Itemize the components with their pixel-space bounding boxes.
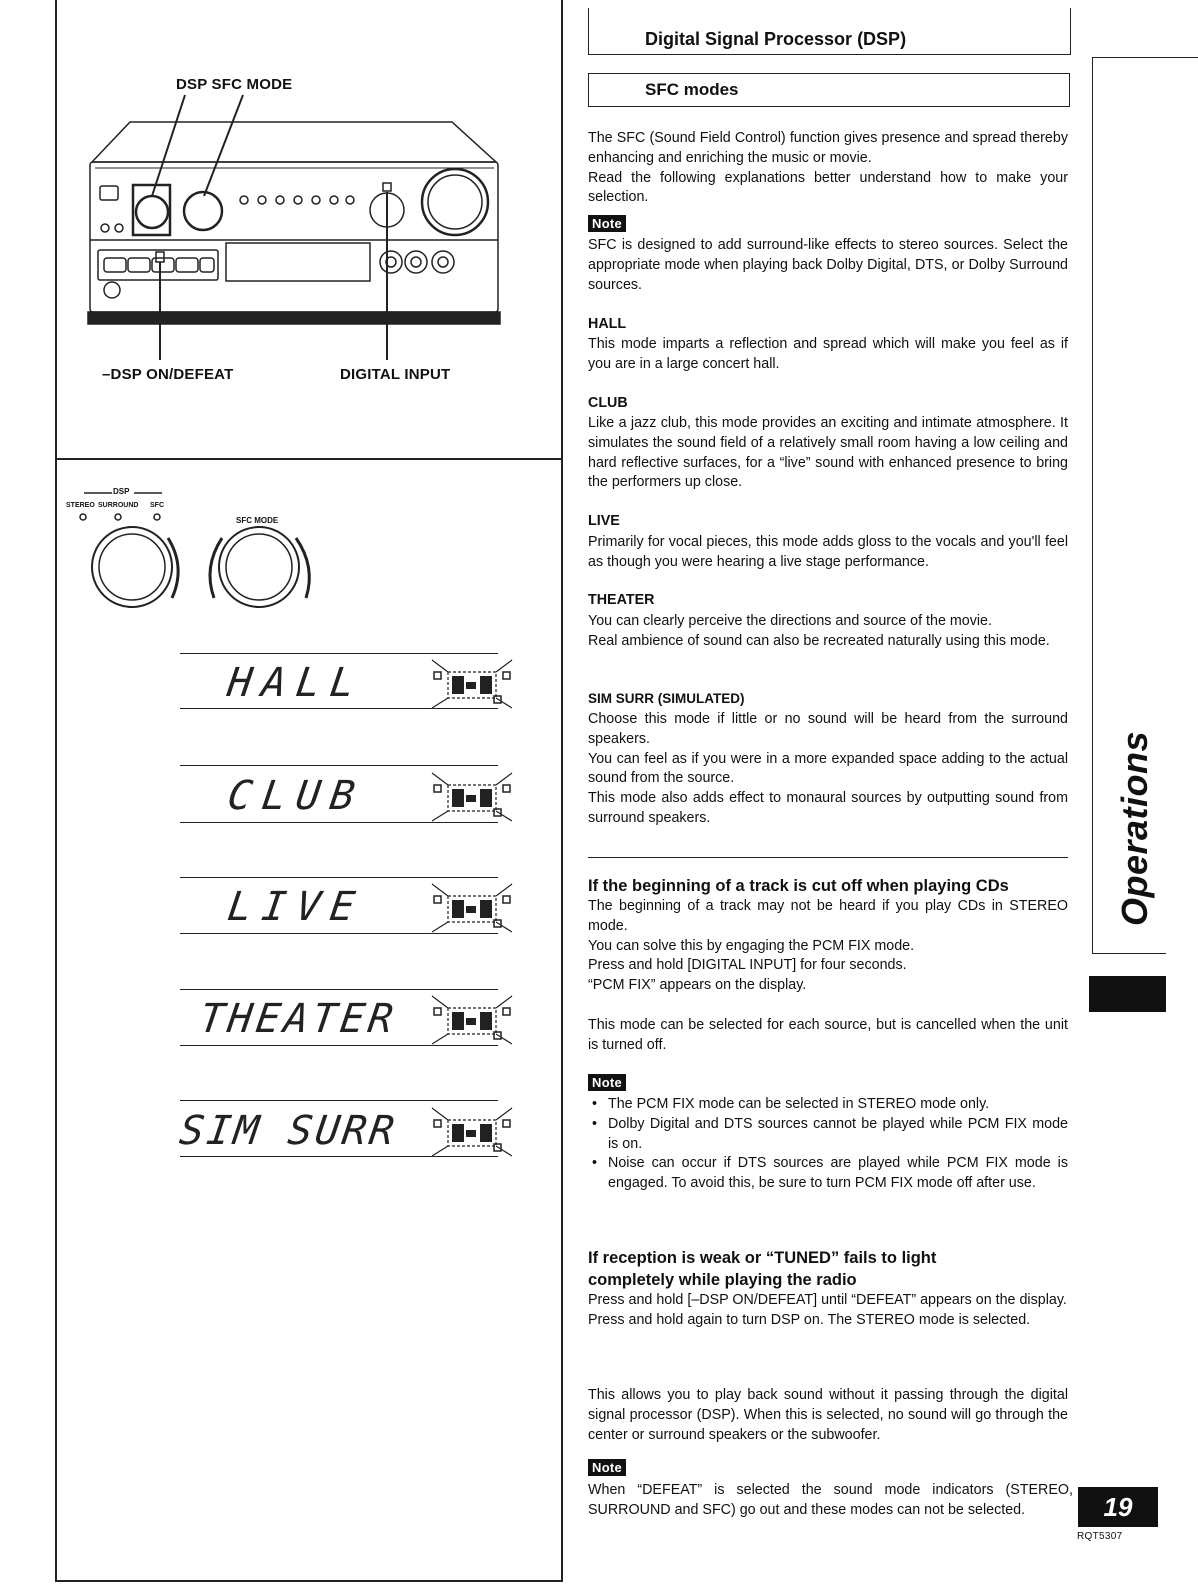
pcm-text (588, 897, 1068, 996)
radio-heading: If reception is weak or “TUNED” fails to light (588, 1249, 937, 1267)
radio-text-2 (588, 1386, 1068, 1445)
mode-text (588, 335, 1068, 375)
page-title: Digital Signal Processor (DSP) (645, 29, 907, 49)
pcm-para: Press and hold [DIGITAL INPUT] for four seconds. (588, 957, 907, 974)
mode-heading: SIM SURR (SIMULATED) (588, 691, 745, 706)
pcm-text-2 (588, 1016, 1068, 1056)
tab-marker (1089, 976, 1166, 1012)
note-badge: Note (588, 215, 626, 232)
pcm-para: You can solve this by engaging the PCM FIX mode. (588, 937, 915, 954)
knob-label-surround: SURROUND (98, 502, 139, 509)
mode-text (588, 612, 1068, 652)
radio-text (588, 1291, 1068, 1331)
mode-heading: LIVE (588, 513, 620, 529)
list-item: • Dolby Digital and DTS sources cannot be played while PCM FIX mode is on. (588, 1115, 1068, 1155)
display-sim-surr: SIM SURR (176, 1108, 400, 1154)
knob-label-dsp: DSP (113, 487, 130, 496)
note-para: SFC is designed to add surround-like effects to stereo sources. Select the appropriate mode when playing back Dolby Digital, DTS, or Dolby Surround sources. (588, 237, 1068, 293)
display-club: CLUB (224, 773, 368, 819)
list-item: • Noise can occur if DTS sources are played while PCM FIX mode is engaged. To avoid this, be sure to turn PCM FIX mode off after use. (588, 1154, 1068, 1194)
note-badge: Note (588, 1074, 626, 1091)
label-dsp-sfc-mode: DSP SFC MODE (176, 76, 293, 93)
mode-para: Primarily for vocal pieces, this mode adds gloss to the vocals and you'll feel as though you were hearing a live stage performance. (588, 534, 1068, 570)
intro-para: Read the following explanations better understand how to make your selection. (588, 169, 1068, 206)
tab-border (1092, 57, 1198, 58)
tab-border (1092, 953, 1166, 954)
note-badge: Note (588, 1459, 626, 1476)
section-title: SFC modes (645, 80, 739, 99)
pcm-para: “PCM FIX” appears on the display. (588, 977, 807, 994)
mode-heading: THEATER (588, 592, 655, 608)
note-text (588, 236, 1068, 295)
document-code: RQT5307 (1077, 1531, 1123, 1542)
knob-label-stereo: STEREO (66, 502, 95, 509)
display-hall: HALL (224, 660, 368, 706)
pcm-para: This mode can be selected for each source, but is cancelled when the unit is turned off. (588, 1017, 1068, 1053)
mode-heading: HALL (588, 316, 627, 332)
mode-para: You can clearly perceive the directions and source of the movie. (588, 613, 992, 629)
display-live: LIVE (224, 884, 368, 930)
pcm-heading: If the beginning of a track is cut off when playing CDs (588, 877, 1009, 895)
mode-text (588, 414, 1068, 493)
intro-text (588, 129, 1068, 208)
mode-text (588, 710, 1068, 829)
knob-label-sfc: SFC (150, 502, 164, 509)
radio-note-text (588, 1481, 1073, 1521)
radio-para: Press and hold [–DSP ON/DEFEAT] until “DEFEAT” appears on the display. (588, 1292, 1067, 1308)
list-item: • The PCM FIX mode can be selected in STEREO mode only. (588, 1095, 1068, 1115)
mode-heading: CLUB (588, 395, 628, 411)
radio-para: This allows you to play back sound without it passing through the digital signal processor (DSP). When this is selected, no sound will go through the center or surround speakers or the subwoofer. (588, 1387, 1068, 1443)
section-divider (588, 857, 1068, 858)
pcm-notes (588, 1095, 1068, 1194)
intro-para: The SFC (Sound Field Control) function gives presence and spread thereby enhancing and enriching the music or movie. (588, 130, 1068, 166)
mode-para: This mode imparts a reflection and spread which will make you feel as if you are in a large concert hall. (588, 336, 1068, 372)
label-digital-input: DIGITAL INPUT (340, 366, 451, 383)
mode-para: Real ambience of sound can also be recreated naturally using this mode. (588, 632, 1050, 649)
tab-border (1092, 57, 1093, 953)
mode-para: Choose this mode if little or no sound will be heard from the surround speakers. (588, 711, 1068, 747)
pcm-para: The beginning of a track may not be heard if you play CDs in STEREO mode. (588, 898, 1068, 934)
radio-note-para: When “DEFEAT” is selected the sound mode indicators (STEREO, SURROUND and SFC) go out and these modes can not be selected. (588, 1482, 1073, 1518)
mode-para: You can feel as if you were in a more expanded space adding to the actual sound from the source. (588, 750, 1068, 787)
knob-label-sfc-mode: SFC MODE (236, 516, 279, 525)
page-number: 19 (1078, 1487, 1158, 1527)
label-dsp-on-defeat: –DSP ON/DEFEAT (102, 366, 234, 383)
mode-para: This mode also adds effect to monaural sources by outputting sound from surround speakers. (588, 790, 1068, 826)
radio-para: Press and hold again to turn DSP on. The STEREO mode is selected. (588, 1311, 1031, 1328)
section-tab-label: Operations (1114, 730, 1155, 926)
display-theater: THEATER (196, 996, 400, 1042)
mode-text (588, 533, 1068, 573)
radio-heading: completely while playing the radio (588, 1271, 857, 1289)
mode-para: Like a jazz club, this mode provides an exciting and intimate atmosphere. It simulates the sound field of a relatively small room having a low ceiling and hard reflective surfaces, for a “live” sound with enhanced presence to bring the performers up close. (588, 415, 1068, 491)
